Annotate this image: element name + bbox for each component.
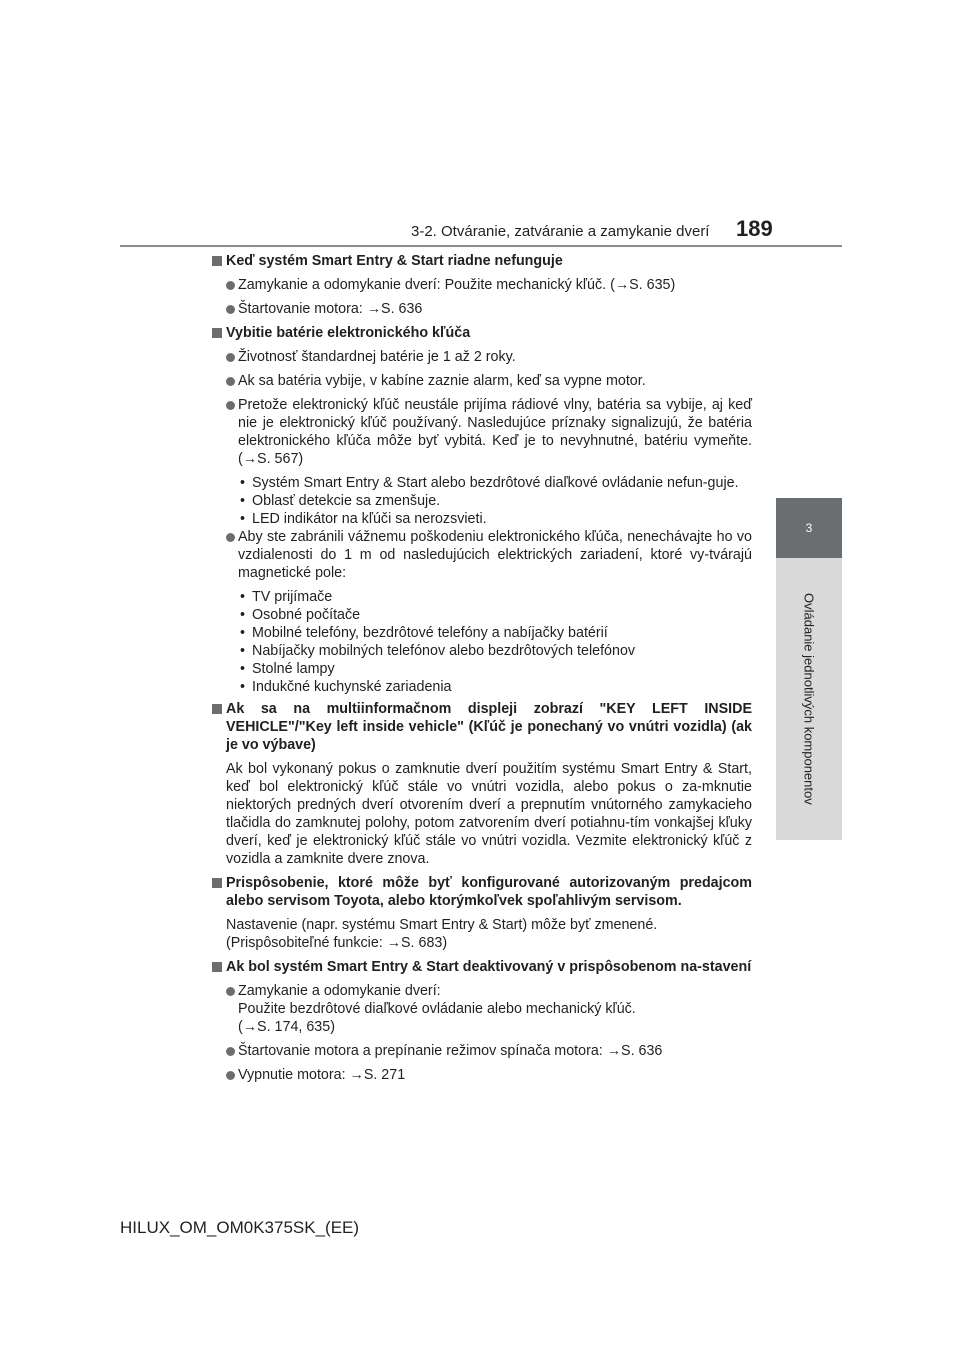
sub-list-item: • LED indikátor na kľúči sa nerozsvieti. (240, 511, 487, 527)
list-item-text: Štartovanie motora: →S. 636 (238, 301, 423, 317)
section-heading (210, 874, 752, 910)
square-bullet-icon (212, 328, 222, 338)
sub-list-item: • Oblasť detekcie sa zmenšuje. (240, 493, 441, 509)
chapter-label: Ovládanie jednotlivých komponentov (801, 593, 817, 805)
circle-bullet-icon (226, 353, 235, 362)
list-item-text: Zamykanie a odomykanie dverí: Použite mechanický kľúč. (→S. 635) (238, 277, 676, 293)
section-title: Prispôsobenie, ktoré môže byť konfigurované autorizovaným predajcom alebo servisom Toyota, alebo ktorýmkoľvek spoľahlivým servisom. (226, 875, 752, 909)
section-title: Ak sa na multiinformačnom displeji zobrazí "KEY LEFT INSIDE VEHICLE"/"Key left inside vehicle" (Kľúč je ponechaný vo vnútri vozidla) (ak je vo výbave) (226, 701, 752, 753)
sub-list-item: • Stolné lampy (240, 661, 335, 677)
sub-list-item: • Indukčné kuchynské zariadenia (240, 679, 452, 695)
running-header-title: 3-2. Otváranie, zatváranie a zamykanie dverí (411, 223, 710, 240)
list-item (210, 348, 752, 366)
paragraph-line: Nastavenie (napr. systému Smart Entry & Start) môže byť zmenené. (226, 917, 658, 933)
section-title: Ak bol systém Smart Entry & Start deaktivovaný v prispôsobenom na-stavení (226, 959, 752, 975)
list-item (210, 1066, 752, 1084)
section-heading (210, 700, 752, 754)
list-item-text: Štartovanie motora a prepínanie režimov spínača motora: →S. 636 (238, 1043, 663, 1059)
square-bullet-icon (212, 704, 222, 714)
list-item-line: (→S. 174, 635) (238, 1019, 335, 1035)
circle-bullet-icon (226, 1071, 235, 1080)
sub-list (210, 474, 752, 528)
square-bullet-icon (212, 962, 222, 972)
list-item (210, 300, 752, 318)
list-item-line: Zamykanie a odomykanie dverí: (238, 983, 441, 999)
section-title: Vybitie batérie elektronického kľúča (226, 325, 471, 341)
sub-list (210, 588, 752, 696)
section-heading (210, 252, 752, 270)
circle-bullet-icon (226, 987, 235, 996)
list-item (210, 528, 752, 582)
circle-bullet-icon (226, 281, 235, 290)
main-content (210, 252, 752, 1084)
circle-bullet-icon (226, 305, 235, 314)
section-heading (210, 958, 752, 976)
list-item-text: Vypnutie motora: →S. 271 (238, 1067, 406, 1083)
square-bullet-icon (212, 878, 222, 888)
sub-list-item: • Systém Smart Entry & Start alebo bezdrôtové diaľkové ovládanie nefun-guje. (240, 475, 739, 491)
sub-list-item: • Nabíjačky mobilných telefónov alebo bezdrôtových telefónov (240, 643, 636, 659)
paragraph: Ak bol vykonaný pokus o zamknutie dverí použitím systému Smart Entry & Start, keď bol elektronický kľúč stále vo vnútri vozidla, alebo pokus o za-mknutie niektorých predných dverí otvorením dverí a prepnutím vnútorného zamykacieho tlačidla do zamknutej polohy, potom zatvorením dverí potiahnu-tím vonkajšej kľuky dverí, keď je elektronický kľúč stále vo vnútri vozidla. Vezmite elektronický kľúč z vozidla a zamknite dvere znova. (226, 761, 752, 867)
list-item-line: Použite bezdrôtové diaľkové ovládanie alebo mechanický kľúč. (238, 1001, 636, 1017)
chapter-tab (776, 498, 842, 558)
section-heading (210, 324, 752, 342)
sub-list-item: • Osobné počítače (240, 607, 361, 623)
chapter-label-container (776, 558, 842, 840)
list-item (210, 982, 752, 1036)
chapter-number: 3 (805, 521, 813, 535)
header-divider (120, 245, 842, 247)
list-item-text: Pretože elektronický kľúč neustále prijíma rádiové vlny, batéria sa vybije, aj keď nie je elektronický kľúč používaný. Nasledujúce príznaky signalizujú, že batéria elektronického kľúča môže byť vybitá. Keď je to nevyhnutné, batériu vymeňte. (→S. 567) (238, 397, 752, 467)
section-title: Keď systém Smart Entry & Start riadne nefunguje (226, 253, 563, 269)
paragraph (210, 916, 752, 952)
footer-doc-code: HILUX_OM_OM0K375SK_(EE) (120, 1218, 360, 1237)
square-bullet-icon (212, 256, 222, 266)
sub-list-item: • TV prijímače (240, 589, 333, 605)
paragraph-line: (Prispôsobiteľné funkcie: →S. 683) (226, 935, 448, 951)
list-item (210, 1042, 752, 1060)
circle-bullet-icon (226, 533, 235, 542)
list-item-text: Ak sa batéria vybije, v kabíne zaznie alarm, keď sa vypne motor. (238, 373, 646, 389)
page-number: 189 (736, 216, 773, 241)
list-item-text: Aby ste zabránili vážnemu poškodeniu elektronického kľúča, nenechávajte ho vo vzdialenosti do 1 m od nasledujúcich elektrických zariadení, ktoré vy-tvárajú magnetické pole: (238, 529, 752, 581)
circle-bullet-icon (226, 377, 235, 386)
list-item-text: Životnosť štandardnej batérie je 1 až 2 roky. (238, 349, 516, 365)
sub-list-item: • Mobilné telefóny, bezdrôtové telefóny a nabíjačky batérií (240, 625, 608, 641)
list-item (210, 396, 752, 468)
list-item (210, 372, 752, 390)
circle-bullet-icon (226, 401, 235, 410)
list-item (210, 276, 752, 294)
circle-bullet-icon (226, 1047, 235, 1056)
